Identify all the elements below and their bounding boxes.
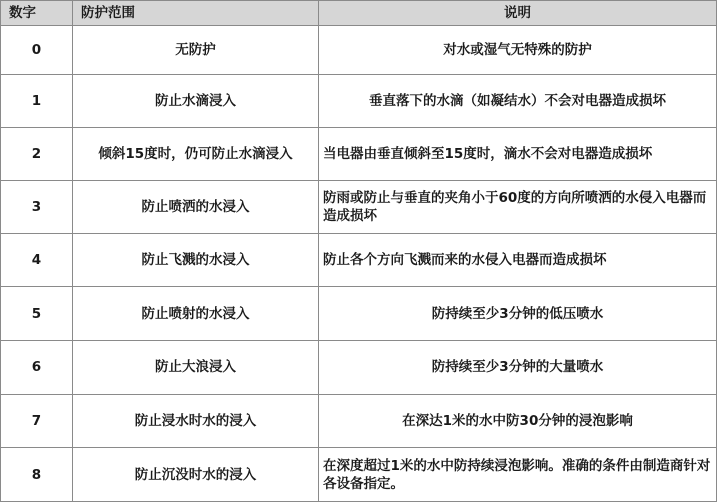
row-number: 5: [1, 287, 73, 341]
row-description: 防持续至少3分钟的大量喷水: [319, 340, 717, 394]
row-protection-range: 防止飞溅的水浸入: [73, 233, 319, 287]
row-description: 垂直落下的水滴（如凝结水）不会对电器造成损坏: [319, 74, 717, 128]
row-number: 4: [1, 233, 73, 287]
row-description: 在深度超过1米的水中防持续浸泡影响。准确的条件由制造商针对各设备指定。: [319, 448, 717, 502]
table-row: [1, 180, 717, 233]
row-description: 对水或湿气无特殊的防护: [319, 26, 717, 75]
row-description: 防止各个方向飞溅而来的水侵入电器而造成损坏: [319, 233, 717, 287]
row-description: 当电器由垂直倾斜至15度时，滴水不会对电器造成损坏: [319, 128, 717, 181]
row-protection-range: 防止水滴浸入: [73, 74, 319, 128]
table-row: [1, 287, 717, 341]
row-protection-range: 无防护: [73, 26, 319, 75]
row-protection-range: 防止浸水时水的浸入: [73, 394, 319, 448]
table-header-row: [1, 1, 717, 26]
row-description: 防雨或防止与垂直的夹角小于60度的方向所喷洒的水侵入电器而造成损坏: [319, 180, 717, 233]
row-number: 6: [1, 340, 73, 394]
header-protection-range: 防护范围: [73, 1, 319, 26]
header-description: 说明: [319, 1, 717, 26]
table-row: [1, 340, 717, 394]
row-protection-range: 倾斜15度时，仍可防止水滴浸入: [73, 128, 319, 181]
row-protection-range: 防止大浪浸入: [73, 340, 319, 394]
row-number: 3: [1, 180, 73, 233]
header-number: 数字: [1, 1, 73, 26]
table-row: [1, 394, 717, 448]
row-protection-range: 防止沉没时水的浸入: [73, 448, 319, 502]
table-row: [1, 74, 717, 128]
row-description: 在深达1米的水中防30分钟的浸泡影响: [319, 394, 717, 448]
row-number: 2: [1, 128, 73, 181]
row-number: 7: [1, 394, 73, 448]
row-number: 1: [1, 74, 73, 128]
table-row: [1, 128, 717, 181]
row-description: 防持续至少3分钟的低压喷水: [319, 287, 717, 341]
row-protection-range: 防止喷射的水浸入: [73, 287, 319, 341]
table-row: [1, 233, 717, 287]
table-row: [1, 26, 717, 75]
row-protection-range: 防止喷洒的水浸入: [73, 180, 319, 233]
row-number: 0: [1, 26, 73, 75]
table-row: [1, 448, 717, 502]
row-number: 8: [1, 448, 73, 502]
